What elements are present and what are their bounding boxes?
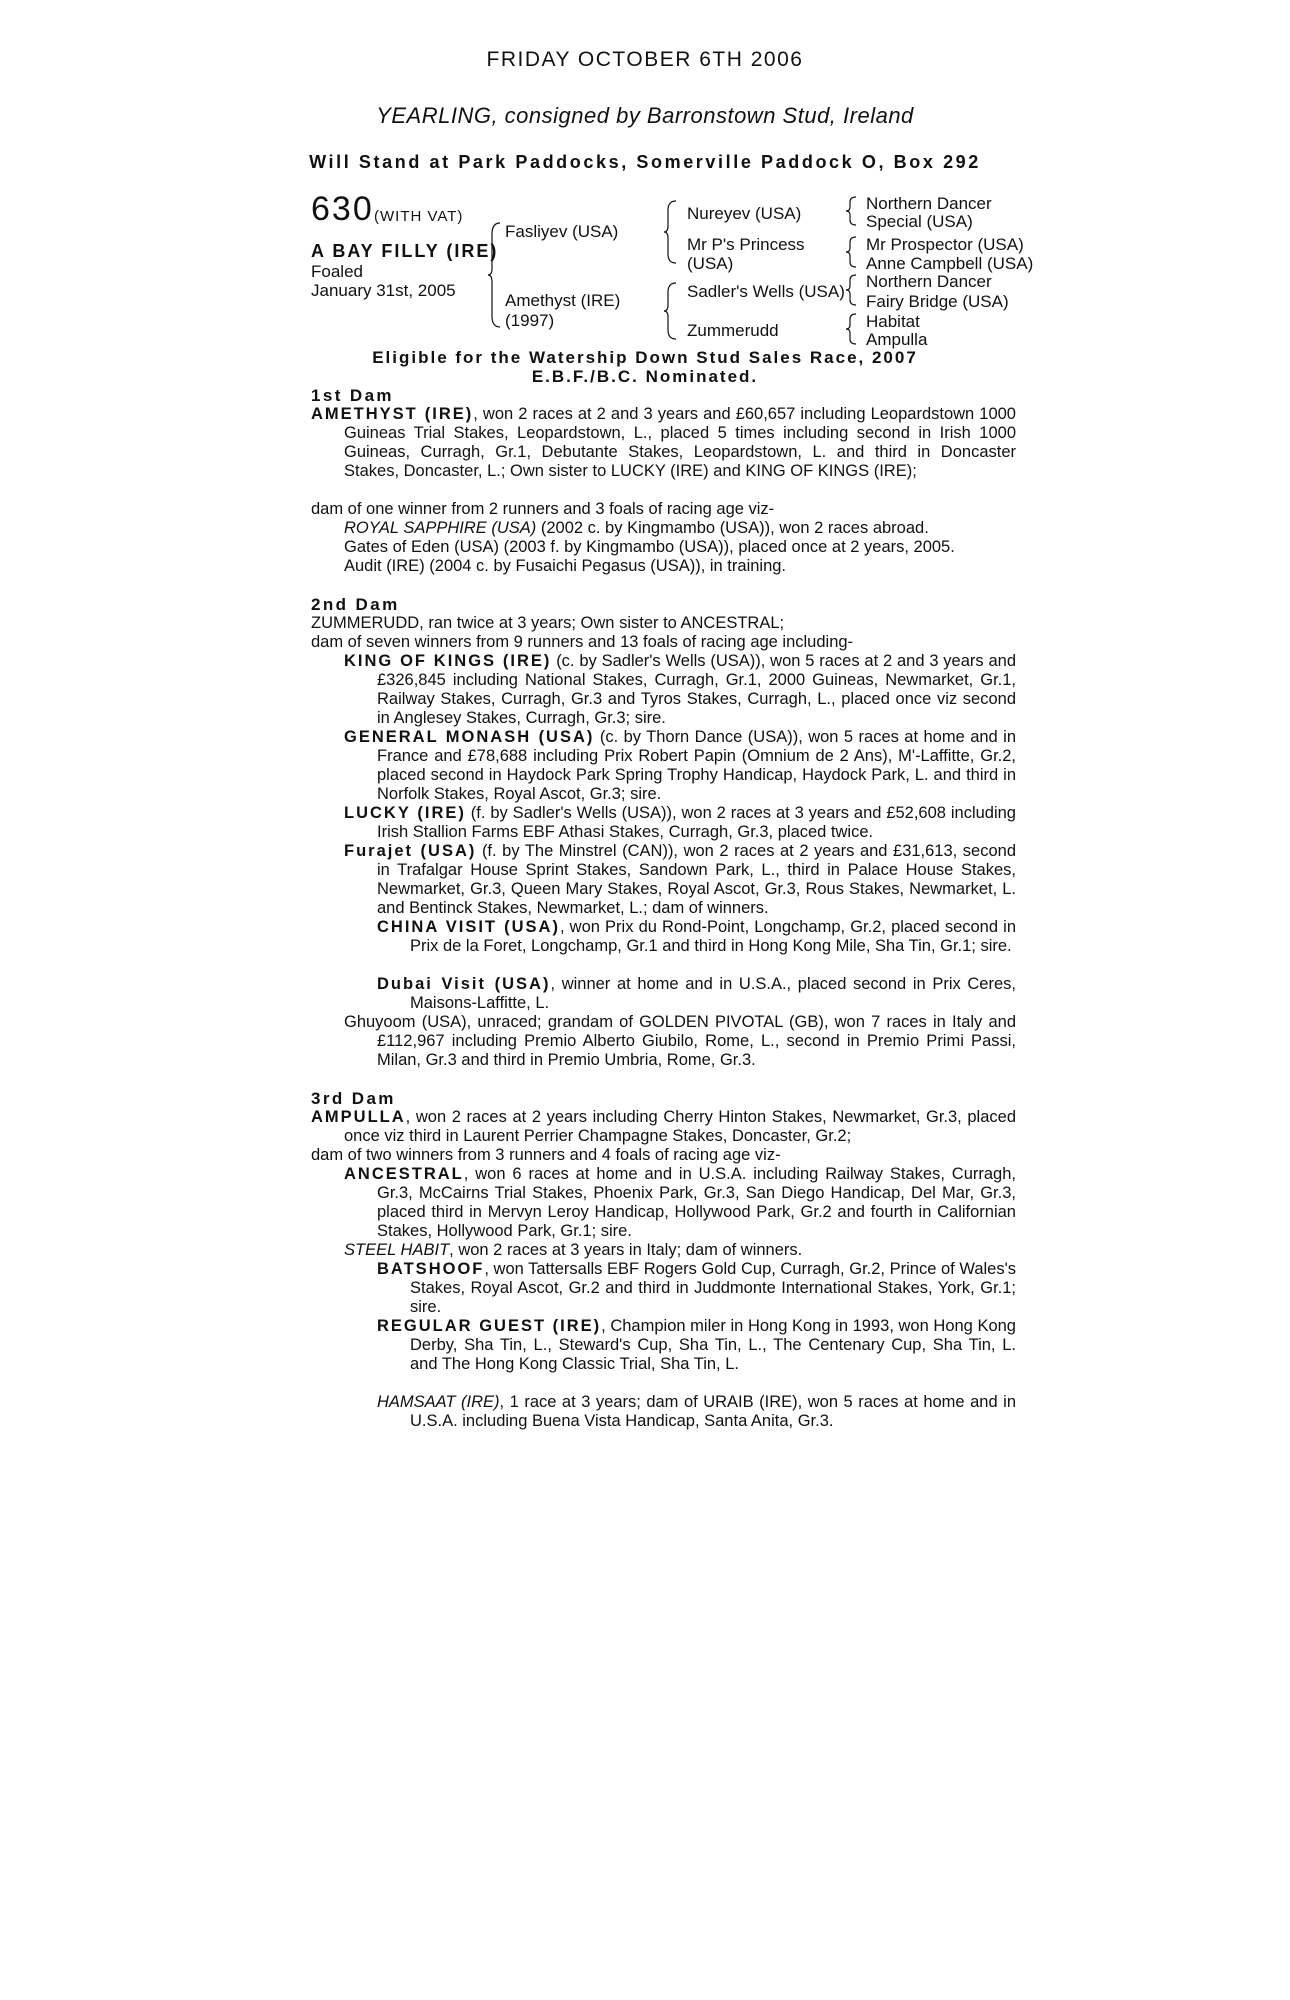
third-dam-record: , won 2 races at 2 years including Cherry Hinton Stakes, Newmarket, Gr.3, placed once viz third in Laurent Perrier Champagne Stakes, Doncaster, Gr.2; (344, 1108, 1016, 1145)
second-dam-name: ZUMMERUDD (311, 614, 420, 632)
pedigree-dam-dam: Zummerudd (687, 321, 779, 340)
first-dam-produce-3 (344, 557, 1016, 576)
produce-record: , 1 race at 3 years; dam of URAIB (IRE), won 5 races at home and in U.S.A. including Buena Vista Handicap, Santa Anita, Gr.3. (410, 1393, 1016, 1430)
foaled-date: January 31st, 2005 (311, 281, 456, 300)
third-dam-grand-produce-3 (377, 1393, 1016, 1431)
produce-name: Audit (IRE) (344, 557, 425, 575)
pedigree-ggd-3: Fairy Bridge (USA) (866, 292, 1009, 311)
produce-record: , winner at home and in U.S.A., placed second in Prix Ceres, Maisons-Laffitte, L. (410, 975, 1016, 1012)
second-dam-grand-produce-2 (377, 975, 1016, 1013)
pedigree-brace-dd (846, 313, 858, 345)
vat-note: (WITH VAT) (374, 208, 464, 225)
pedigree-ggs-4: Habitat (866, 312, 920, 331)
second-dam-produce-3 (344, 804, 1016, 842)
third-dam-grand-produce-1 (377, 1260, 1016, 1317)
first-dam-produce-2 (344, 538, 1016, 557)
produce-record: (2002 c. by Kingmambo (USA)), won 2 races abroad. (536, 519, 929, 537)
third-dam-produce-intro: dam of two winners from 3 runners and 4 foals of racing age viz- (311, 1146, 781, 1164)
produce-name: Dubai Visit (USA) (377, 975, 551, 993)
pedigree-ggd-4: Ampulla (866, 330, 928, 349)
pedigree-dam-year: (1997) (505, 311, 555, 330)
pedigree-ggs-3: Northern Dancer (866, 272, 992, 291)
pedigree-brace-sire (664, 200, 678, 264)
third-dam-produce-ancestral (344, 1165, 1016, 1241)
third-dam-grand-produce-2 (377, 1317, 1016, 1374)
pedigree-brace-main (488, 222, 502, 328)
produce-record: , Champion miler in Hong Kong in 1993, won Hong Kong Derby, Sha Tin, L., Steward's Cup, Sha Tin, L., The Centenary Cup, Sha Tin, L. and The Hong Kong Classic Trial, Sha Tin, L. (410, 1317, 1016, 1373)
produce-name: LUCKY (IRE) (344, 804, 466, 822)
produce-name: HAMSAAT (IRE) (377, 1393, 500, 1411)
second-dam-entry (311, 614, 1016, 633)
produce-name: REGULAR GUEST (IRE) (377, 1317, 602, 1335)
produce-record: , won 6 races at home and in U.S.A. including Railway Stakes, Curragh, Gr.3, McCairns Trial Stakes, Phoenix Park, Gr.3, San Diego Handicap, Del Mar, Gr.3, placed third in Mervyn Leroy Handicap, Hollywood Park, Gr.2 and fourth in Californian Stakes, Hollywood Park, Gr.1; sire. (377, 1165, 1016, 1240)
produce-record: (c. by Sadler's Wells (USA)), won 5 races at 2 and 3 years and £326,845 including National Stakes, Curragh, Gr.1, 2000 Guineas, Newmarket, Gr.1, Railway Stakes, Curragh, Gr.3 and Tyros Stakes, Curragh, L., placed once viz second in Anglesey Stakes, Curragh, Gr.3; sire. (377, 652, 1017, 727)
second-dam-produce-2 (344, 728, 1016, 804)
produce-record: (c. by Thorn Dance (USA)), won 5 races at home and in France and £78,688 including Prix Robert Papin (Omnium de 2 Ans), M'-Laffitte, Gr.2, placed second in Haydock Park Spring Trophy Handicap, Haydock Park, L. and third in Norfolk Stakes, Royal Ascot, Gr.3; sire. (377, 728, 1016, 803)
pedigree-sire-sire: Nureyev (USA) (687, 204, 802, 223)
produce-record: , unraced; grandam of GOLDEN PIVOTAL (GB), won 7 races in Italy and £112,967 including Premio Alberto Giubilo, Rome, L., second in Premio Primi Passi, Milan, Gr.3 and third in Premio Umbria, Rome, Gr.3. (377, 1013, 1017, 1069)
horse-description: A BAY FILLY (IRE) (311, 241, 499, 261)
second-dam-grand-produce-1 (377, 918, 1016, 956)
lot-number: 630 (311, 190, 374, 228)
produce-record: (2003 f. by Kingmambo (USA)), placed once at 2 years, 2005. (499, 538, 955, 556)
produce-name: ANCESTRAL (344, 1165, 464, 1183)
pedigree-sire-dam: Mr P's Princess (687, 235, 805, 254)
pedigree-sire: Fasliyev (USA) (505, 222, 619, 241)
produce-name: Gates of Eden (USA) (344, 538, 499, 556)
produce-record: (f. by Sadler's Wells (USA)), won 2 races at 3 years and £52,608 including Irish Stallion Farms EBF Athasi Stakes, Curragh, Gr.3, placed twice. (377, 804, 1016, 841)
second-dam-produce-1 (344, 652, 1016, 728)
pedigree-sire-dam-country: (USA) (687, 254, 734, 273)
third-dam-produce-steel-habit (344, 1241, 1016, 1260)
produce-record: (2004 c. by Fusaichi Pegasus (USA)), in training. (424, 557, 787, 575)
produce-record: , won Prix du Rond-Point, Longchamp, Gr.2, placed second in Prix de la Foret, Longchamp, Gr.1 and third in Hong Kong Mile, Sha Tin, Gr.1; sire. (410, 918, 1016, 955)
sale-date: FRIDAY OCTOBER 6TH 2006 (486, 48, 804, 71)
pedigree-brace-dam (664, 282, 678, 340)
produce-record: (f. by The Minstrel (CAN)), won 2 races at 2 years and £31,613, second in Trafalgar House Sprint Stakes, Sandown Park, L., third in Palace House Stakes, Newmarket, Gr.3, Queen Mary Stakes, Royal Ascot, Gr.3, Rous Stakes, Newmarket, L. and Bentinck Stakes, Newmarket, L.; dam of winners. (377, 842, 1017, 917)
eligibility-line-1: Eligible for the Watership Down Stud Sales Race, 2007 (372, 348, 918, 367)
first-dam-heading: 1st Dam (311, 386, 394, 405)
pedigree-ggd-2: Anne Campbell (USA) (866, 254, 1034, 273)
third-dam-entry (311, 1108, 1016, 1146)
pedigree-brace-ss (846, 196, 858, 226)
first-dam-produce-1 (344, 519, 1016, 538)
first-dam-record: , won 2 races at 2 and 3 years and £60,657 including Leopardstown 1000 Guineas Trial Stakes, Leopardstown, L., placed 5 times including second in Irish 1000 Guineas, Curragh, Gr.1, Debutante Stakes, Leopardstown, L. and third in Doncaster Stakes, Doncaster, L.; Own sister to LUCKY (IRE) and KING OF KINGS (IRE); (344, 405, 1016, 480)
produce-name: Furajet (USA) (344, 842, 477, 860)
produce-name: STEEL HABIT (344, 1241, 450, 1259)
stand-location: Will Stand at Park Paddocks, Somerville Paddock O, Box 292 (309, 152, 981, 172)
third-dam-heading: 3rd Dam (311, 1089, 396, 1108)
second-dam-heading: 2nd Dam (311, 595, 400, 614)
pedigree-dam-sire: Sadler's Wells (USA) (687, 282, 845, 301)
first-dam-name: AMETHYST (IRE) (311, 405, 474, 423)
first-dam-entry (311, 405, 1016, 481)
second-dam-record: , ran twice at 3 years; Own sister to ANCESTRAL; (419, 614, 785, 632)
foaled-label: Foaled (311, 262, 363, 281)
second-dam-produce-ghuyoom (344, 1013, 1016, 1070)
produce-name: Ghuyoom (USA) (344, 1013, 467, 1031)
produce-name: CHINA VISIT (USA) (377, 918, 560, 936)
pedigree-dam: Amethyst (IRE) (505, 291, 621, 310)
eligibility-line-2: E.B.F./B.C. Nominated. (531, 367, 759, 386)
second-dam-produce-intro: dam of seven winners from 9 runners and 13 foals of racing age including- (311, 633, 854, 651)
produce-name: GENERAL MONASH (USA) (344, 728, 595, 746)
pedigree-ggs-2: Mr Prospector (USA) (866, 235, 1024, 254)
consignment-line: YEARLING, consigned by Barronstown Stud, Ireland (376, 103, 914, 128)
produce-name: BATSHOOF (377, 1260, 485, 1278)
produce-record: , won Tattersalls EBF Rogers Gold Cup, Curragh, Gr.2, Prince of Wales's Stakes, Royal Ascot, Gr.2 and third in Juddmonte International Stakes, York, Gr.1; sire. (410, 1260, 1016, 1316)
pedigree-ggd-1: Special (USA) (866, 212, 973, 231)
pedigree-ggs-1: Northern Dancer (866, 194, 992, 213)
pedigree-brace-sd (846, 236, 858, 268)
produce-record: , won 2 races at 3 years in Italy; dam of winners. (449, 1241, 803, 1259)
produce-name: ROYAL SAPPHIRE (USA) (344, 519, 537, 537)
first-dam-produce-intro: dam of one winner from 2 runners and 3 foals of racing age viz- (311, 500, 775, 518)
produce-name: KING OF KINGS (IRE) (344, 652, 552, 670)
pedigree-brace-ds (846, 274, 858, 306)
third-dam-name: AMPULLA (311, 1108, 406, 1126)
second-dam-produce-4 (344, 842, 1016, 918)
